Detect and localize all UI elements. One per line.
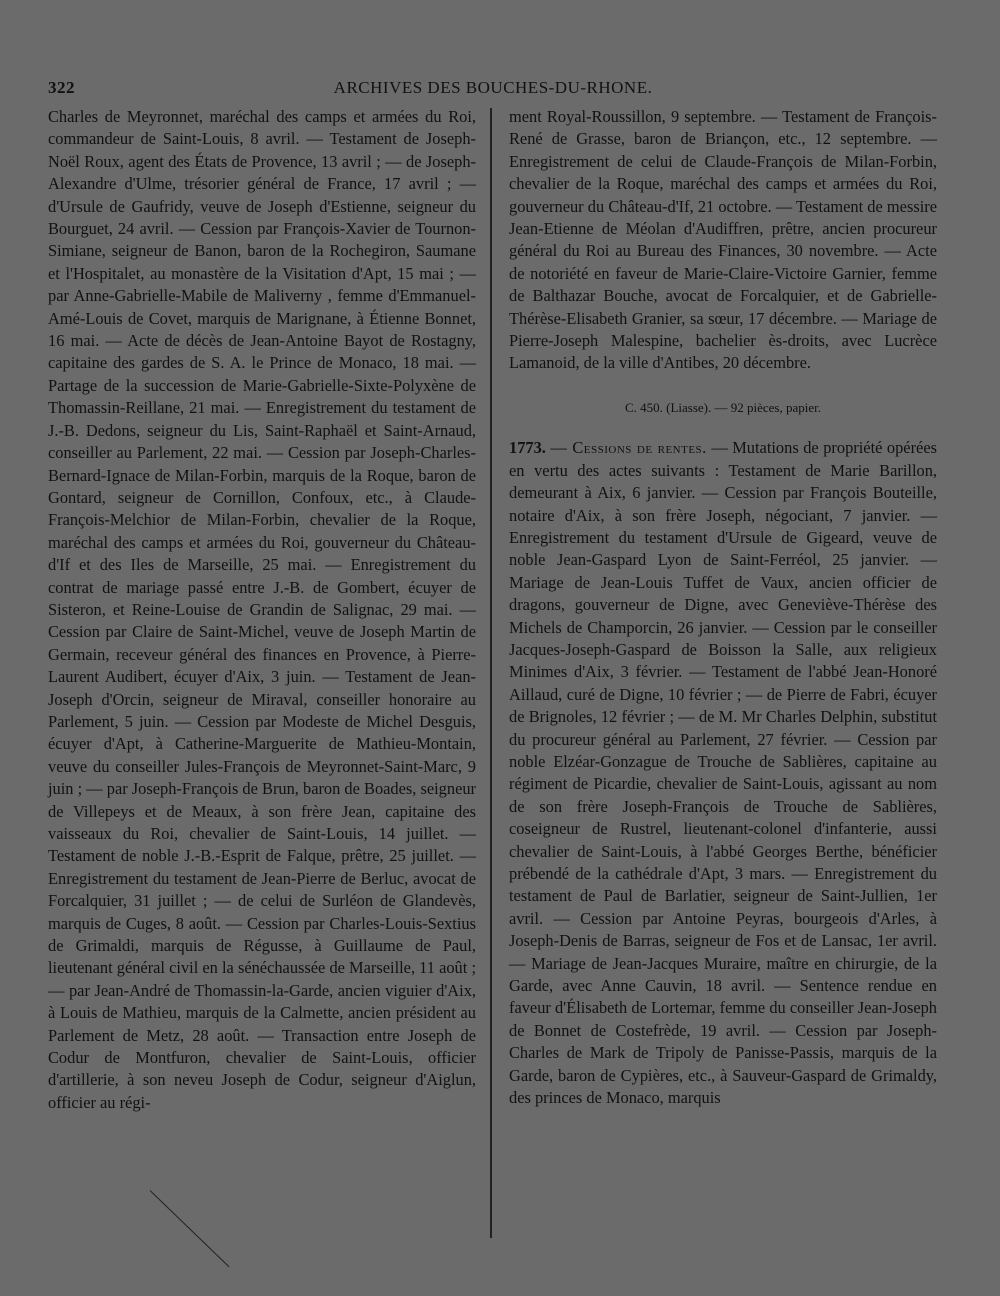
left-column bbox=[48, 106, 476, 1114]
stray-pen-mark bbox=[150, 1190, 230, 1267]
section-title: — Cessions de rentes. bbox=[550, 438, 707, 458]
left-column-text: Charles de Meyronnet, maréchal des camps et armées du Roi, commandeur de Saint-Louis, 8 avril. — Testament de Joseph-Noël Roux, agent des États de Provence, 13 avril ; — de Joseph-Alexandre d'Ulme, trésorier général de France, 17 avril ; — d'Ursule de Gaufridy, veuve de Joseph d'Estienne, seigneur du Bourguet, 24 avril. — Cession par François-Xavier de Tournon-Simiane, seigneur de Banon, baron de la Rochegiron, Saumane et l'Hospitalet, au monastère de la Visitation d'Apt, 15 mai ; — par Anne-Gabrielle-Mabile de Maliverny , femme d'Emmanuel-Amé-Louis de Covet, marquis de Marignane, à Étienne Bonnet, 16 mai. — Acte de décès de Jean-Antoine Bayot de Rostagny, capitaine des gardes de S. A. le Prince de Monaco, 18 mai. — Partage de la succession de Marie-Gabrielle-Sixte-Polyxène de Thomassin-Reillane, 21 mai. — Enregistrement du testament de J.-B. Dedons, seigneur du Lis, Saint-Raphaël et Saint-Arnaud, conseiller au Parlement, 22 mai. — Cession par Joseph-Charles-Bernard-Ignace de Milan-Forbin, marquis de la Roque, baron de Gontard, seigneur de Cornillon, Confoux, etc., à Claude-François-Melchior de Milan-Forbin, chevalier de la Roque, maréchal des camps et armées du Roi, gouverneur du Château-d'If et des Iles de Marseille, 25 mai. — Enregistrement du contrat de mariage passé entre J.-B. de Gombert, écuyer de Sisteron, et Reine-Louise de Grandin de Salignac, 29 mai. — Cession par Claire de Saint-Michel, veuve de Joseph Martin de Germain, receveur général des finances en Provence, à Pierre-Laurent Audibert, écuyer d'Aix, 3 juin. — Testament de Jean-Joseph d'Orcin, seigneur de Miraval, conseiller honoraire au Parlement, 5 juin. — Cession par Modeste de Michel Desguis, écuyer d'Apt, à Catherine-Marguerite de Mathieu-Montain, veuve du conseiller Jules-François de Meyronnet-Saint-Marc, 9 juin ; — par Joseph-François de Brun, baron de Boades, seigneur de Villepeys et de Meaux, à son frère Jean, capitaine des vaisseaux du Roi, chevalier de Saint-Louis, 14 juillet. — Testament de noble J.-B.-Esprit de Falque, prêtre, 25 juillet. — Enregistrement du testament de Jean-Pierre de Berluc, avocat de Forcalquier, 31 juillet ; — de celui de Surléon de Glandevès, marquis de Cuges, 8 août. — Cession par Charles-Louis-Sextius de Grimaldi, marquis de Régusse, à Guillaume de Paul, lieutenant général civil en la sénéchaussée de Marseille, 11 août ; — par Jean-André de Thomassin-la-Garde, ancien viguier d'Aix, à Louis de Mathieu, marquis de la Calmette, ancien président au Parlement de Metz, 28 août. — Transaction entre Joseph de Codur de Montfuron, chevalier de Saint-Louis, officier d'artillerie, à son neveu Joseph de Codur, seigneur d'Aiglun, officier au régi- bbox=[48, 107, 476, 1112]
page-number: 322 bbox=[48, 78, 75, 97]
right-column-text-top: ment Royal-Roussillon, 9 septembre. — Testament de François-René de Grasse, baron de Briançon, etc., 12 septembre. — Enregistrement de celui de Claude-François de Milan-Forbin, chevalier de la Roque, maréchal des camps et armées du Roi, gouverneur du Château-d'If, 21 octobre. — Testament de messire Jean-Etienne de Méolan d'Audiffren, prêtre, ancien procureur général du Roi au Bureau des Finances, 30 novembre. — Acte de notoriété en faveur de Marie-Claire-Victoire Garnier, femme de Balthazar Bouche, avocat de Forcalquier, et de Gabrielle-Thérèse-Elisabeth Granier, sa sœur, 17 décembre. — Mariage de Pierre-Joseph Malespine, bachelier ès-droits, avec Lucrèce Lamanoid, de la ville d'Antibes, 20 décembre. bbox=[509, 107, 937, 373]
entry-paragraph bbox=[509, 437, 937, 1109]
page-header bbox=[48, 78, 938, 102]
right-column bbox=[509, 106, 937, 1109]
entry-year: 1773. bbox=[509, 438, 546, 458]
column-divider bbox=[490, 108, 492, 1238]
archive-reference: C. 450. (Liasse). — 92 pièces, papier. bbox=[624, 399, 822, 415]
running-title: ARCHIVES DES BOUCHES-DU-RHONE. bbox=[333, 78, 653, 97]
right-column-text-bottom: — Mutations de propriété opérées en vertu des actes suivants : Testament de Marie Barillon, demeurant à Aix, 6 janvier. — Cession par François Bouteille, notaire d'Aix, à son frère Joseph, négociant, 7 janvier. — Enregistrement du testament d'Ursule de Gigeard, veuve de noble Jean-Gaspard Lyon de Saint-Ferréol, 25 janvier. — Mariage de Jean-Louis Tuffet de Vaux, ancien officier de dragons, gouverneur de Digne, avec Geneviève-Thérèse des Michels de Champorcin, 26 janvier. — Cession par le conseiller Jacques-Joseph-Gaspard de Boisson la Salle, aux religieux Minimes d'Aix, 3 février. — Testament de l'abbé Jean-Honoré Aillaud, curé de Digne, 10 février ; — de Pierre de Fabri, écuyer de Brignoles, 12 février ; — de M. Mr Charles Delphin, substitut du procureur général au Parlement, 27 février. — Cession par noble Elzéar-Gonzague de Trouche de Sablières, capitaine au régiment de Picardie, chevalier de Saint-Louis, agissant au nom de son frère Joseph-François de Trouche de Sablières, coseigneur de Rustrel, lieutenant-colonel d'infanterie, aussi chevalier de Saint-Louis, à l'abbé Georges Berthe, bénéficier prébendé de la cathédrale d'Apt, 3 mars. — Enregistrement du testament de Paul de Barlatier, seigneur de Saint-Jullien, 1er avril. — Cession par Antoine Peyras, bourgeois d'Arles, à Joseph-Denis de Barras, seigneur de Fos et de Lansac, 1er avril. — Mariage de Jean-Jacques Muraire, maître en chirurgie, de la Garde, avec Anne Cauvin, 18 avril. — Sentence rendue en faveur d'Élisabeth de Lortemar, femme du conseiller Jean-Joseph de Bonnet de Costefrède, 19 avril. — Cession par Joseph-Charles de Mark de Tripoly de Panisse-Passis, marquis de la Garde, baron de Cypières, etc., à Sauveur-Gaspard de Grimaldy, des princes de Monaco, marquis bbox=[509, 438, 937, 1108]
